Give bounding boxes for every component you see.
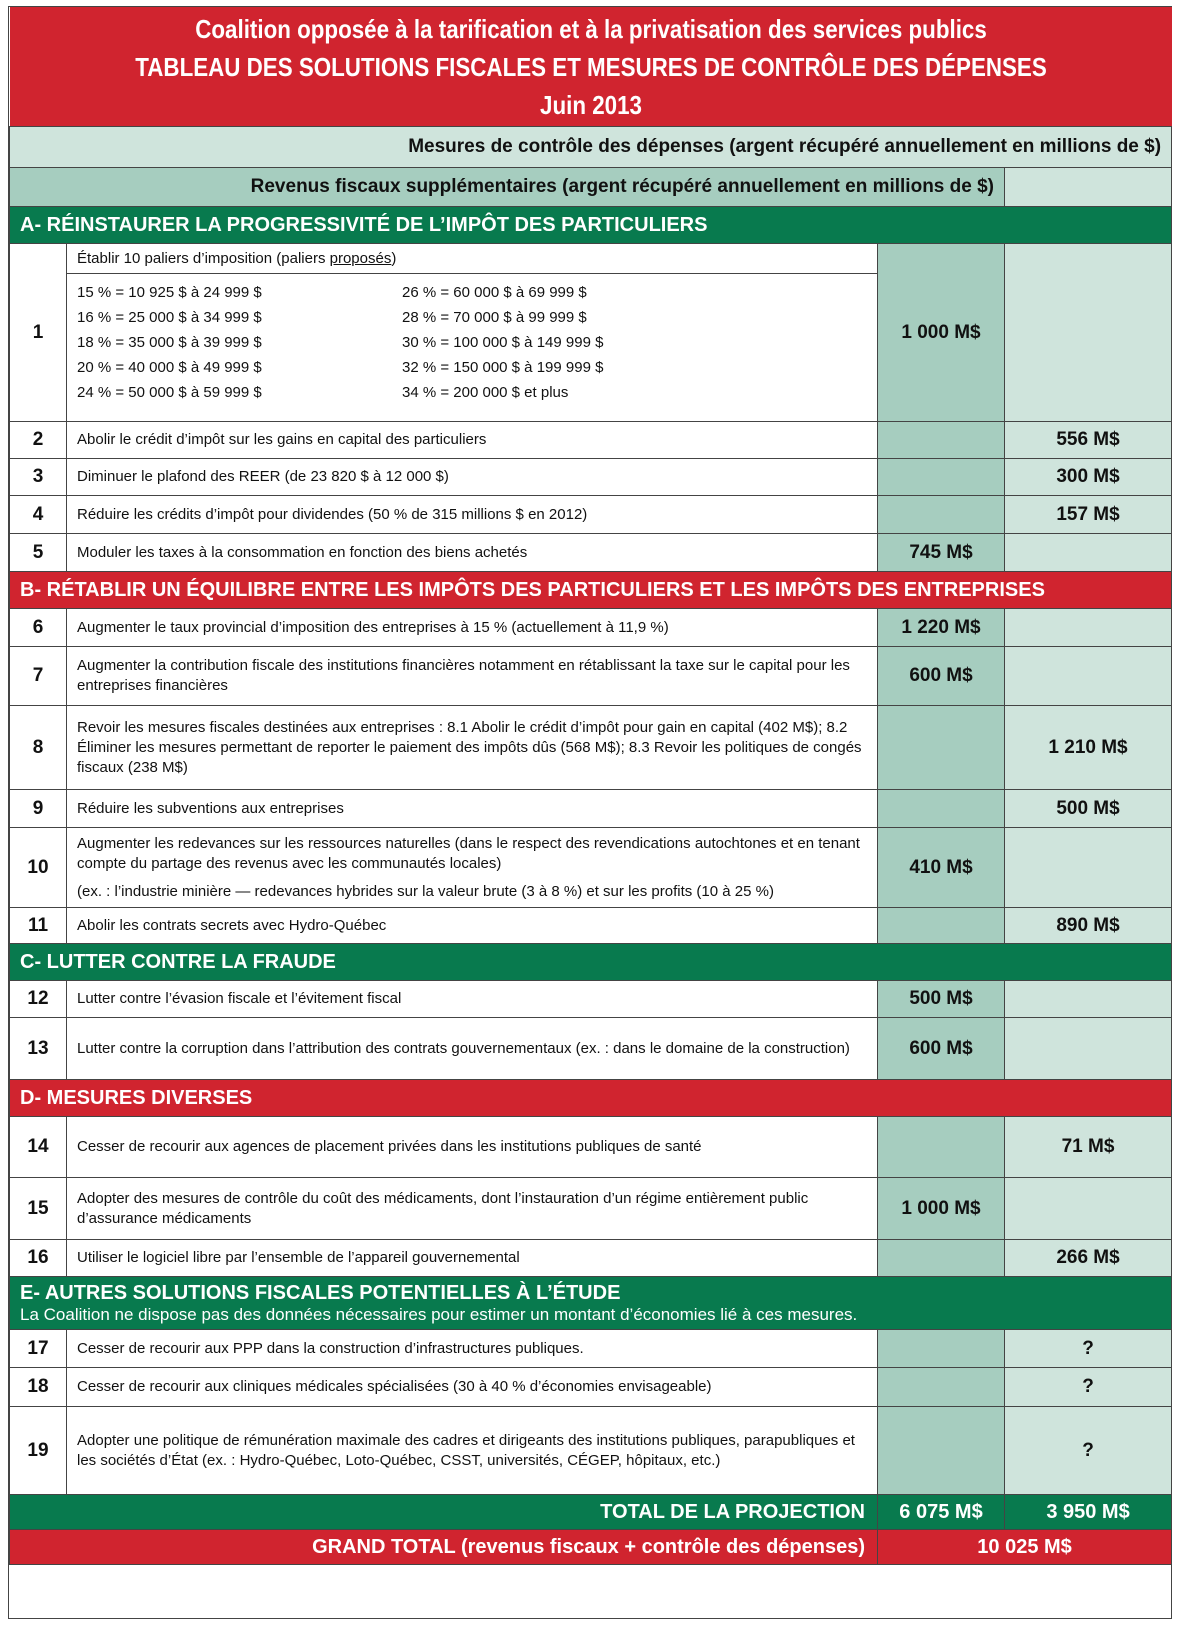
revenue-value — [878, 1330, 1005, 1368]
projection-total-revenue: 6 075 M$ — [878, 1495, 1005, 1530]
row-description: Réduire les crédits d’impôt pour dividendes (50 % de 315 millions $ en 2012) — [67, 496, 878, 534]
row-number: 4 — [10, 496, 67, 534]
table-row — [10, 1018, 1172, 1080]
row-description: Lutter contre l’évasion fiscale et l’évitement fiscal — [67, 981, 878, 1018]
revenue-value — [878, 1240, 1005, 1277]
revenue-value — [878, 459, 1005, 496]
tax-bracket: 26 % = 60 000 $ à 69 999 $ — [402, 284, 587, 301]
table-row — [10, 244, 1172, 422]
spending-value — [1005, 828, 1172, 908]
spending-value: ? — [1005, 1368, 1172, 1407]
spending-value — [1005, 1178, 1172, 1240]
row-number: 3 — [10, 459, 67, 496]
row-description: Abolir le crédit d’impôt sur les gains en capital des particuliers — [67, 422, 878, 459]
spending-value: ? — [1005, 1330, 1172, 1368]
table-row — [10, 1178, 1172, 1240]
revenue-value: 600 M$ — [878, 647, 1005, 706]
section-d-title: D- MESURES DIVERSES — [10, 1080, 1172, 1117]
row-number: 18 — [10, 1368, 67, 1407]
row-number: 8 — [10, 706, 67, 790]
header-line-2: TABLEAU DES SOLUTIONS FISCALES ET MESURES DE CONTRÔLE DES DÉPENSES — [134, 51, 1047, 82]
tax-brackets-list — [67, 274, 877, 407]
spending-value — [1005, 1018, 1172, 1080]
table-row — [10, 828, 1172, 908]
row-number: 11 — [10, 908, 67, 944]
section-b-title: B- RÉTABLIR UN ÉQUILIBRE ENTRE LES IMPÔTS DES PARTICULIERS ET LES IMPÔTS DES ENTREPRISES — [10, 572, 1172, 609]
row-number: 17 — [10, 1330, 67, 1368]
spending-value — [1005, 647, 1172, 706]
tax-bracket: 18 % = 35 000 $ à 39 999 $ — [77, 334, 262, 351]
row-description-example: (ex. : l’industrie minière — redevances hybrides sur la valeur brute (3 à 8 %) et sur les profits (10 à 25 %) — [77, 882, 774, 900]
row-number: 2 — [10, 422, 67, 459]
table-header — [10, 7, 1172, 127]
revenue-value — [878, 790, 1005, 828]
revenue-column-header: Revenus fiscaux supplémentaires (argent récupéré annuellement en millions de $) — [10, 168, 1005, 207]
row-number: 9 — [10, 790, 67, 828]
row-description: Diminuer le plafond des REER (de 23 820 $ à 12 000 $) — [67, 459, 878, 496]
spending-value: 300 M$ — [1005, 459, 1172, 496]
row-description: Augmenter la contribution fiscale des institutions financières notamment en rétablissant la taxe sur le capital pour les entreprises financières — [67, 647, 878, 706]
table-row — [10, 534, 1172, 572]
spending-value: 890 M$ — [1005, 908, 1172, 944]
table-row — [10, 908, 1172, 944]
table-row — [10, 1330, 1172, 1368]
spending-value — [1005, 244, 1172, 422]
revenue-value — [878, 1368, 1005, 1407]
row-description: Augmenter le taux provincial d’imposition des entreprises à 15 % (actuellement à 11,9 %) — [67, 609, 878, 647]
table-row — [10, 981, 1172, 1018]
header-spacer — [1005, 168, 1172, 207]
grand-total-label: GRAND TOTAL (revenus fiscaux + contrôle des dépenses) — [10, 1530, 878, 1565]
section-c-title: C- LUTTER CONTRE LA FRAUDE — [10, 944, 1172, 981]
projection-total-spending: 3 950 M$ — [1005, 1495, 1172, 1530]
row-number: 6 — [10, 609, 67, 647]
revenue-value: 1 000 M$ — [878, 1178, 1005, 1240]
row-number: 14 — [10, 1117, 67, 1178]
table-row — [10, 1407, 1172, 1495]
table-row — [10, 1240, 1172, 1277]
row-description: Utiliser le logiciel libre par l’ensemble de l’appareil gouvernemental — [67, 1240, 878, 1277]
row-number: 16 — [10, 1240, 67, 1277]
spending-value: 157 M$ — [1005, 496, 1172, 534]
revenue-value: 745 M$ — [878, 534, 1005, 572]
table-row — [10, 422, 1172, 459]
spending-value — [1005, 981, 1172, 1018]
spending-column-header: Mesures de contrôle des dépenses (argent récupéré annuellement en millions de $) — [10, 127, 1172, 168]
row-description: Cesser de recourir aux cliniques médicales spécialisées (30 à 40 % d’économies envisageable) — [67, 1368, 878, 1407]
revenue-value: 1 220 M$ — [878, 609, 1005, 647]
tax-bracket: 16 % = 25 000 $ à 34 999 $ — [77, 309, 262, 326]
table-row — [10, 609, 1172, 647]
revenue-value — [878, 908, 1005, 944]
row-description: Cesser de recourir aux PPP dans la construction d’infrastructures publiques. — [67, 1330, 878, 1368]
row-number: 15 — [10, 1178, 67, 1240]
table-row — [10, 1368, 1172, 1407]
row-description: Cesser de recourir aux agences de placement privées dans les institutions publiques de santé — [67, 1117, 878, 1178]
revenue-value: 1 000 M$ — [878, 244, 1005, 422]
spending-value: ? — [1005, 1407, 1172, 1495]
tax-bracket: 24 % = 50 000 $ à 59 999 $ — [77, 384, 262, 401]
tax-bracket: 34 % = 200 000 $ et plus — [402, 384, 569, 401]
revenue-value — [878, 706, 1005, 790]
spending-value: 500 M$ — [1005, 790, 1172, 828]
grand-total-value: 10 025 M$ — [878, 1530, 1172, 1565]
table-row — [10, 496, 1172, 534]
spending-value: 71 M$ — [1005, 1117, 1172, 1178]
fiscal-solutions-table — [8, 6, 1172, 1619]
revenue-value — [878, 1117, 1005, 1178]
row-number: 5 — [10, 534, 67, 572]
row-description: Adopter des mesures de contrôle du coût des médicaments, dont l’instauration d’un régime entièrement public d’assurance médicaments — [67, 1178, 878, 1240]
tax-bracket: 20 % = 40 000 $ à 49 999 $ — [77, 359, 262, 376]
row-description — [67, 244, 878, 422]
revenue-value: 410 M$ — [878, 828, 1005, 908]
revenue-value — [878, 496, 1005, 534]
header-line-3: Juin 2013 — [539, 89, 642, 120]
header-line-1: Coalition opposée à la tarification et à la privatisation des services publics — [194, 13, 987, 44]
projection-total-row — [10, 1495, 1172, 1530]
row-number: 13 — [10, 1018, 67, 1080]
row-description-main: Augmenter les redevances sur les ressources naturelles (dans le respect des revendications autochtones et en tenant compte du partage des revenus avec les communautés locales) — [77, 834, 860, 872]
table-row — [10, 706, 1172, 790]
tax-bracket: 28 % = 70 000 $ à 99 999 $ — [402, 309, 587, 326]
row-number: 1 — [10, 244, 67, 422]
section-a-title: A- RÉINSTAURER LA PROGRESSIVITÉ DE L’IMPÔT DES PARTICULIERS — [10, 207, 1172, 244]
revenue-value — [878, 422, 1005, 459]
table-row — [10, 459, 1172, 496]
projection-total-label: TOTAL DE LA PROJECTION — [10, 1495, 878, 1530]
tax-bracket: 15 % = 10 925 $ à 24 999 $ — [77, 284, 262, 301]
row-description: Lutter contre la corruption dans l’attribution des contrats gouvernementaux (ex. : dans le domaine de la construction) — [67, 1018, 878, 1080]
row-description: Adopter une politique de rémunération maximale des cadres et dirigeants des institutions publiques, parapubliques et les sociétés d’État (ex. : Hydro-Québec, Loto-Québec, CSST, universités, CÉGEP, hôpitaux, etc.) — [67, 1407, 878, 1495]
tax-brackets-heading: Établir 10 paliers d’imposition (paliers proposés) — [67, 244, 877, 274]
section-e-title — [10, 1277, 1172, 1330]
row-description: Moduler les taxes à la consommation en fonction des biens achetés — [67, 534, 878, 572]
spending-value — [1005, 609, 1172, 647]
row-number: 12 — [10, 981, 67, 1018]
table-row — [10, 647, 1172, 706]
revenue-value: 600 M$ — [878, 1018, 1005, 1080]
table-row — [10, 1117, 1172, 1178]
row-description: Abolir les contrats secrets avec Hydro-Québec — [67, 908, 878, 944]
spending-value: 556 M$ — [1005, 422, 1172, 459]
spending-value: 266 M$ — [1005, 1240, 1172, 1277]
row-description — [67, 828, 878, 908]
row-description: Revoir les mesures fiscales destinées aux entreprises : 8.1 Abolir le crédit d’impôt pour gain en capital (402 M$); 8.2 Éliminer les mesures permettant de reporter le paiement des impôts dûs (568 M$); 8.3 Revoir les politiques de congés fiscaux (238 M$) — [67, 706, 878, 790]
table-row — [10, 790, 1172, 828]
row-description: Réduire les subventions aux entreprises — [67, 790, 878, 828]
row-number: 10 — [10, 828, 67, 908]
row-number: 7 — [10, 647, 67, 706]
section-e-note: La Coalition ne dispose pas des données nécessaires pour estimer un montant d’économies lié à ces mesures. — [20, 1304, 858, 1324]
row-number: 19 — [10, 1407, 67, 1495]
tax-bracket: 30 % = 100 000 $ à 149 999 $ — [402, 334, 604, 351]
spending-value — [1005, 534, 1172, 572]
grand-total-row — [10, 1530, 1172, 1565]
spending-value: 1 210 M$ — [1005, 706, 1172, 790]
revenue-value — [878, 1407, 1005, 1495]
tax-bracket: 32 % = 150 000 $ à 199 999 $ — [402, 359, 604, 376]
revenue-value: 500 M$ — [878, 981, 1005, 1018]
section-e-heading: E- AUTRES SOLUTIONS FISCALES POTENTIELLES À L’ÉTUDE — [20, 1281, 621, 1304]
